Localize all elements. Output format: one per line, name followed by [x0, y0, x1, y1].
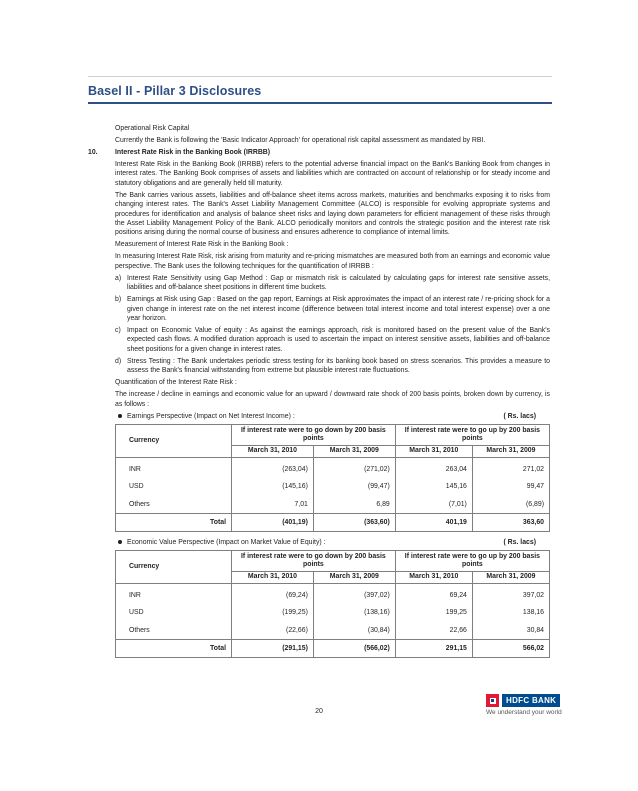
paragraph-alco: The Bank carries various assets, liabilities and off-balance sheet items across markets, maturities and benchmarks exposing it to risks from changing interest rates. The Bank's Asset Liability Management Committee (ALCO) is responsible for evolving appropriate systems and procedures for identification and analysis of balance sheet risks and laying down parameters for efficient management of these risks through the Asset Liability Management Policy of the Bank. ALCO periodically monitors and controls the strategic position and the interest rate risk positions arising during the normal course of business and ensures adherence to compliance of internal limits. — [115, 191, 550, 237]
table-cell: 138,16 — [472, 604, 549, 621]
table-cell: (263,04) — [232, 458, 314, 479]
table-cell: (291,15) — [232, 640, 314, 657]
table-cell: (138,16) — [313, 604, 395, 621]
column-header-date: March 31, 2010 — [232, 571, 314, 583]
op-risk-heading: Operational Risk Capital — [115, 125, 190, 132]
table-cell: (566,02) — [313, 640, 395, 657]
list-item — [115, 326, 550, 354]
table-cell: (401,19) — [232, 514, 314, 531]
table-cell: (271,02) — [313, 458, 395, 479]
table-cell: 69,24 — [395, 584, 472, 605]
table-cell: 7,01 — [232, 496, 314, 514]
table-row — [116, 479, 550, 496]
table-cell: (22,66) — [232, 622, 314, 640]
earnings-table-heading — [127, 412, 550, 421]
row-label: USD — [116, 604, 232, 621]
section-number: 10. — [88, 149, 98, 156]
header-top-rule — [88, 76, 552, 77]
units-label: ( Rs. lacs) — [503, 412, 536, 420]
table-row — [116, 496, 550, 514]
paragraph-measurement: In measuring Interest Rate Risk, risk arising from maturity and re-pricing mismatches are measured both from an earnings and economic value perspective. The Bank uses the following techniques for the quantification of IRRBB : — [115, 253, 550, 270]
bullet-icon — [118, 540, 122, 544]
row-label: INR — [116, 458, 232, 479]
row-label: USD — [116, 479, 232, 496]
column-header-date: March 31, 2009 — [472, 445, 549, 457]
table-cell: 6,89 — [313, 496, 395, 514]
column-header-currency: Currency — [116, 425, 232, 458]
table-cell: 199,25 — [395, 604, 472, 621]
bullet-icon — [118, 414, 122, 418]
column-header-date: March 31, 2010 — [232, 445, 314, 457]
table-cell: 145,16 — [395, 479, 472, 496]
page-header-title: Basel II - Pillar 3 Disclosures — [88, 84, 262, 98]
economic-value-table-heading — [127, 538, 550, 547]
paragraph-quantification: The increase / decline in earnings and economic value for an upward / downward rate shock of 200 basis points, broken down by currency, is as follows : — [115, 391, 550, 408]
table-total-row — [116, 640, 550, 657]
list-item — [115, 295, 550, 323]
table-cell: 22,66 — [395, 622, 472, 640]
table-total-row — [116, 514, 550, 531]
paragraph-irrbb-definition: Interest Rate Risk in the Banking Book (IRRBB) refers to the potential adverse financial impact on the Bank's Banking Book from changes in interest rates. The Banking Book comprises of assets and liabilities which are contracted on account of relationship or for steady income and statutory obligations and are generally held till maturity. — [115, 161, 550, 187]
column-header-date: March 31, 2009 — [472, 571, 549, 583]
list-marker: c) — [115, 327, 121, 335]
table-cell: 566,02 — [472, 640, 549, 657]
document-body — [88, 124, 550, 664]
logo-mark-icon — [486, 694, 499, 707]
table-cell: 363,60 — [472, 514, 549, 531]
paragraph-measurement-heading: Measurement of Interest Rate Risk in the Banking Book : — [115, 241, 289, 249]
table-title: Earnings Perspective (Impact on Net Interest Income) : — [127, 412, 295, 420]
paragraph-quantification-heading: Quantification of the Interest Rate Risk : — [115, 379, 237, 387]
list-item-text: Interest Rate Sensitivity using Gap Method : Gap or mismatch risk is calculated by calculating gaps for interest rate sensitive assets, liabilities and off-balance sheet positions in different time buckets. — [127, 274, 550, 292]
list-item-text: Earnings at Risk using Gap : Based on the gap report, Earnings at Risk approximates the impact of an interest rate / re-pricing shock for a given change in interest rate on the net interest income (difference between total interest income and total interest expense) over a one year horizon. — [127, 296, 550, 323]
table-cell: 401,19 — [395, 514, 472, 531]
table-row — [116, 458, 550, 479]
table-cell: 271,02 — [472, 458, 549, 479]
section-title: Interest Rate Risk in the Banking Book (IRRBB) — [115, 149, 271, 156]
row-label: Others — [116, 622, 232, 640]
table-cell: 263,04 — [395, 458, 472, 479]
column-header-date: March 31, 2009 — [313, 445, 395, 457]
table-cell: (7,01) — [395, 496, 472, 514]
list-marker: d) — [115, 357, 122, 365]
list-marker: b) — [115, 296, 122, 304]
table-cell: (199,25) — [232, 604, 314, 621]
page-number: 20 — [315, 708, 323, 715]
table-title: Economic Value Perspective (Impact on Market Value of Equity) : — [127, 538, 326, 546]
list-item — [115, 274, 550, 293]
column-group-rate-up: If interest rate were to go up by 200 basis points — [395, 551, 549, 572]
table-cell: (99,47) — [313, 479, 395, 496]
column-group-rate-up: If interest rate were to go up by 200 basis points — [395, 425, 549, 446]
list-item-text: Impact on Economic Value of equity : As against the earnings approach, risk is monitored based on the present value of the Bank's expected cash flows. A modified duration approach is used to ascertain the impact on interest sensitive assets, liabilities and off-balance sheet positions for a given change in interest rates. — [127, 327, 550, 353]
table-cell: (363,60) — [313, 514, 395, 531]
units-label: ( Rs. lacs) — [503, 538, 536, 546]
column-header-currency: Currency — [116, 551, 232, 584]
list-marker: a) — [115, 274, 122, 282]
table-cell: 30,84 — [472, 622, 549, 640]
table-cell: (145,16) — [232, 479, 314, 496]
row-label: INR — [116, 584, 232, 605]
list-item-text: Stress Testing : The Bank undertakes periodic stress testing for its banking book based on stress scenarios. This provides a measure to assess the Bank's financial withstanding from extreme but plausible interest rate fluctuations. — [127, 357, 550, 375]
list-item — [115, 357, 550, 376]
column-header-date: March 31, 2009 — [313, 571, 395, 583]
table-cell: (69,24) — [232, 584, 314, 605]
total-label: Total — [116, 514, 232, 531]
op-risk-text: Currently the Bank is following the 'Basic Indicator Approach' for operational risk capital assessment as mandated by RBI. — [115, 137, 486, 144]
table-cell: 397,02 — [472, 584, 549, 605]
table-cell: (397,02) — [313, 584, 395, 605]
table-row — [116, 604, 550, 621]
economic-value-perspective-table — [115, 550, 550, 658]
header-bottom-rule — [88, 102, 552, 104]
column-group-rate-down: If interest rate were to go down by 200 basis points — [232, 425, 396, 446]
row-label: Others — [116, 496, 232, 514]
table-row — [116, 584, 550, 605]
hdfc-bank-logo — [486, 694, 586, 716]
logo-name: HDFC BANK — [502, 694, 560, 707]
table-cell: (30,84) — [313, 622, 395, 640]
section-heading — [88, 148, 550, 157]
table-row — [116, 622, 550, 640]
table-cell: (6,89) — [472, 496, 549, 514]
column-header-date: March 31, 2010 — [395, 571, 472, 583]
total-label: Total — [116, 640, 232, 657]
logo-tagline: We understand your world — [486, 709, 562, 716]
table-cell: 99,47 — [472, 479, 549, 496]
column-group-rate-down: If interest rate were to go down by 200 basis points — [232, 551, 396, 572]
earnings-perspective-table — [115, 424, 550, 532]
column-header-date: March 31, 2010 — [395, 445, 472, 457]
table-cell: 291,15 — [395, 640, 472, 657]
